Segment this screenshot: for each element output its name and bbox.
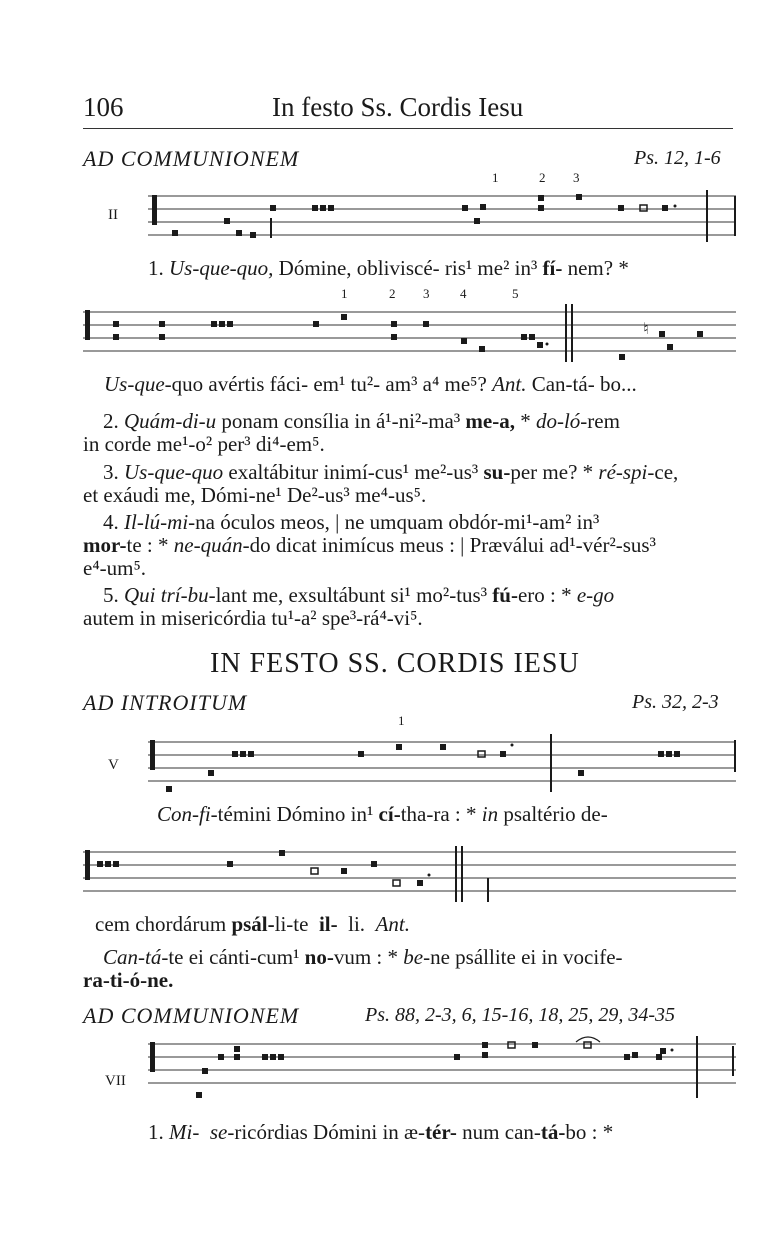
chant-staff — [83, 844, 738, 904]
accent-number: 1 — [492, 170, 499, 185]
psalm-verse: 5. Qui trí-bu-lant me, exsultábunt si¹ mo²-tus³ fú-ero : * e-go autem in misericórdia tu¹-a² spe³-rá⁴-vi⁵. — [83, 583, 615, 630]
feast-title: IN FESTO SS. CORDIS IESU — [210, 648, 580, 679]
chant-lyrics: Con-fi-témini Dómino in¹ cí-tha-ra : * in psaltério de- — [157, 802, 608, 826]
chant-lyrics: cem chordárum psál-li-te il- li. Ant. — [95, 912, 410, 936]
psalm-verse: 2. Quám-di-u ponam consília in á¹-ni²-ma³ me-a, * do-ló-rem in corde me¹-o² per³ di⁴-em⁵. — [83, 409, 620, 456]
introit-heading: AD INTROITUM — [83, 690, 248, 715]
accent-number: 1 — [398, 713, 405, 728]
psalm-verse: 3. Us-que-quo exaltábitur inimí-cus¹ me²-us³ su-per me? * ré-spi-ce, et exáudi me, Dómi-ne¹ De²-us³ me⁴-us⁵. — [83, 460, 679, 507]
accent-number: 3 — [423, 286, 430, 301]
verse-line: Us-que-quo avértis fáci- em¹ tu²- am³ a⁴ me⁵? Ant. Can-tá- bo... — [104, 372, 637, 396]
accent-number: 2 — [389, 286, 396, 301]
accent-number: 3 — [573, 170, 580, 185]
chant-staff — [148, 190, 738, 246]
accent-number: 2 — [539, 170, 546, 185]
chant-staff — [83, 304, 738, 364]
chant-staff — [148, 734, 738, 794]
communion-heading: AD COMMUNIONEM — [83, 1003, 300, 1028]
psalm-verse: 4. Il-lú-mi-na óculos meos, | ne umquam obdór-mi¹-am² in³ mor-te : * ne-quán-do dicat inimícus meus : | Præválui ad¹-vér²-sus³ e⁴-um⁵. — [83, 510, 656, 580]
accent-number: 1 — [341, 286, 348, 301]
chant-staff — [148, 1030, 738, 1100]
accent-number: 5 — [512, 286, 519, 301]
communion-reference: Ps. 88, 2-3, 6, 15-16, 18, 25, 29, 34-35 — [365, 1004, 675, 1026]
mode-number: V — [108, 757, 119, 773]
communion-heading: AD COMMUNIONEM — [83, 146, 300, 171]
communion-reference: Ps. 12, 1-6 — [634, 147, 721, 169]
svg-text:♮: ♮ — [643, 319, 649, 338]
page-number: 106 — [83, 92, 124, 122]
verse-line: 1. Us-que-quo, Dómine, obliviscé- ris¹ me² in³ fí- nem? * — [148, 256, 629, 280]
introit-reference: Ps. 32, 2-3 — [632, 691, 719, 713]
accent-number: 4 — [460, 286, 467, 301]
psalm-verse: Can-tá-te ei cánti-cum¹ no-vum : * be-ne psállite ei in vocife- ra-ti-ó-ne. — [83, 945, 623, 992]
chant-lyrics: 1. Mi- se-ricórdias Dómini in æ-tér- num can-tá-bo : * — [148, 1120, 614, 1144]
mode-number: VII — [105, 1073, 126, 1089]
header-rule — [83, 128, 733, 129]
running-title: In festo Ss. Cordis Iesu — [272, 92, 524, 122]
mode-number: II — [108, 207, 118, 223]
